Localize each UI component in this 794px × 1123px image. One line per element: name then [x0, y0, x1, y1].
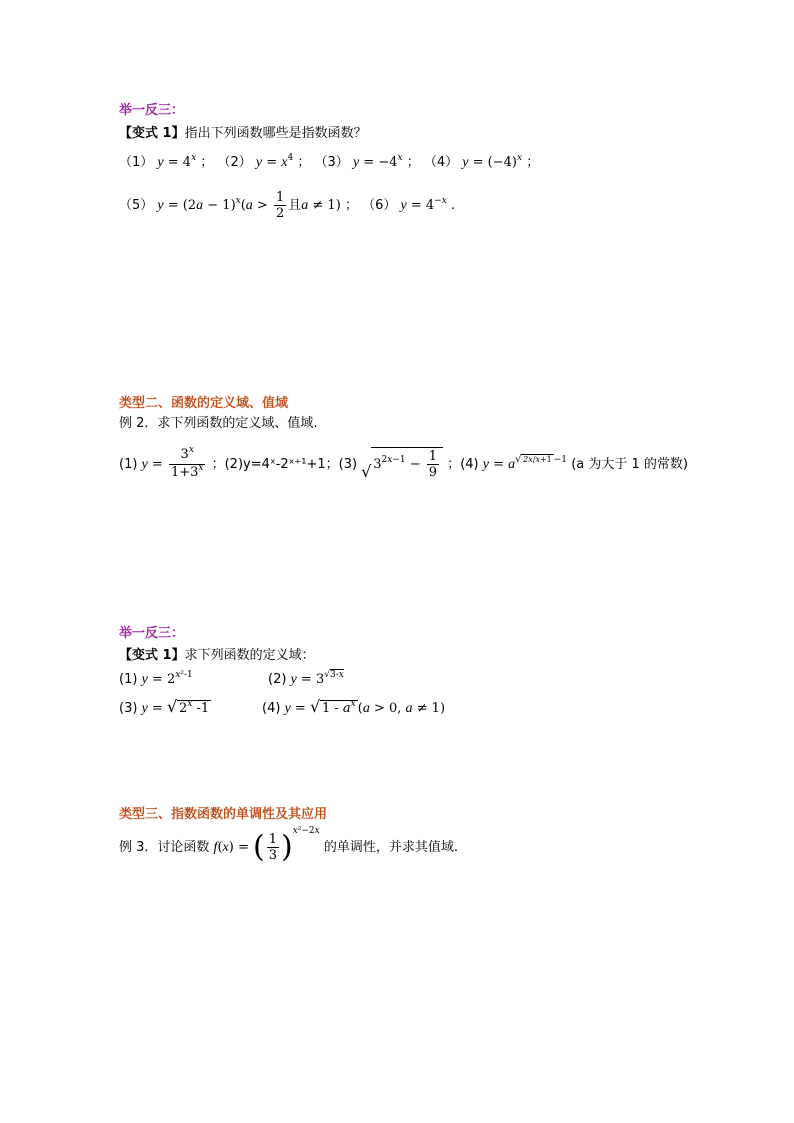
domain-item-4: (4) y = √ $1 - a^x$ (a > 0, a ≠ 1): [262, 697, 446, 716]
function-list-row-2: （5） $y = (2a - 1)^x(a$ > $\frac{1}{2}$ 且a ≠ 1) ； （6） $y = 4^{-x}$ .: [119, 190, 456, 221]
section-heading: 举一反三：: [119, 626, 185, 641]
formula-1: $y = 4^x$: [157, 153, 197, 170]
item-label: （6）: [362, 198, 397, 213]
formula-2: $y = x^4$: [255, 153, 294, 170]
constant-note: (a 为大于 1 的常数): [571, 457, 688, 472]
exercise-prompt: [119, 649, 315, 662]
type2-heading: 类型二、函数的定义域、值域: [119, 396, 289, 411]
item-label: （1）: [119, 155, 154, 170]
exercise-prompt: [119, 127, 367, 140]
variant-text: 求下列函数的定义域：: [184, 648, 315, 663]
item-label: （2）: [217, 155, 252, 170]
domain-item-3: (3) y = √ 2$^x$ -1: [119, 697, 210, 716]
example-2-formulas: (1) y = $\frac{3^x}{1+3^x}$ ；(2)y=4ˣ-2ˣ⁺¹+1；(3) √ $3^{2x-1}$ − $\frac{1}{9}$ ；(4) y = a $^{√ 2x/x+1 -1}$ (a 为大于 1 的常数): [119, 445, 688, 481]
variant-label: 【变式 1】: [119, 648, 185, 663]
item-label: （3）: [314, 155, 349, 170]
type3-heading: 类型三、指数函数的单调性及其应用: [119, 807, 328, 822]
domain-item-2: (2) $y = 3^{√3-x}$: [268, 670, 344, 687]
section-heading: 举一反三：: [119, 103, 185, 118]
example-2: 例 2．求下列函数的定义域、值域.: [119, 416, 318, 431]
item-label: （4）: [423, 155, 459, 170]
domain-item-1: (1) $y = 2^{x^2-1}$: [119, 670, 193, 687]
item-label: （5）: [119, 198, 154, 213]
formula-4: $y = (-4)^x$: [462, 153, 523, 170]
formula-5: $y = (2a - 1)^x(a$ > $\frac{1}{2}$ 且a ≠ 1): [157, 190, 345, 221]
sqrt-formula: √ $3^{2x-1}$ − $\frac{1}{9}$: [361, 447, 443, 480]
formula-6: $y = 4^{-x}$ .: [400, 196, 456, 213]
formula-2-text: y=4ˣ-2ˣ⁺¹+1: [243, 457, 326, 472]
variant-text: 指出下列函数哪些是指数函数？: [184, 126, 367, 141]
formula-3: $y = -4^x$: [352, 153, 403, 170]
formula-fraction: $\frac{3^x}{1+3^x}$: [170, 445, 204, 480]
function-list-row-1: （1） $y = 4^x$ ； （2） $y = x^4$ ； （3） $y = -4^x$ ； （4） $y = (-4)^x$ ；: [119, 153, 540, 170]
formula-fraction: $\frac{1}{3}$: [268, 832, 277, 863]
example-3: 例 3．讨论函数 f(x) = ( $\frac{1}{3}$ )$^{x^2-2x}$ 的单调性，并求其值域.: [119, 826, 458, 865]
variant-label: 【变式 1】: [119, 126, 185, 141]
